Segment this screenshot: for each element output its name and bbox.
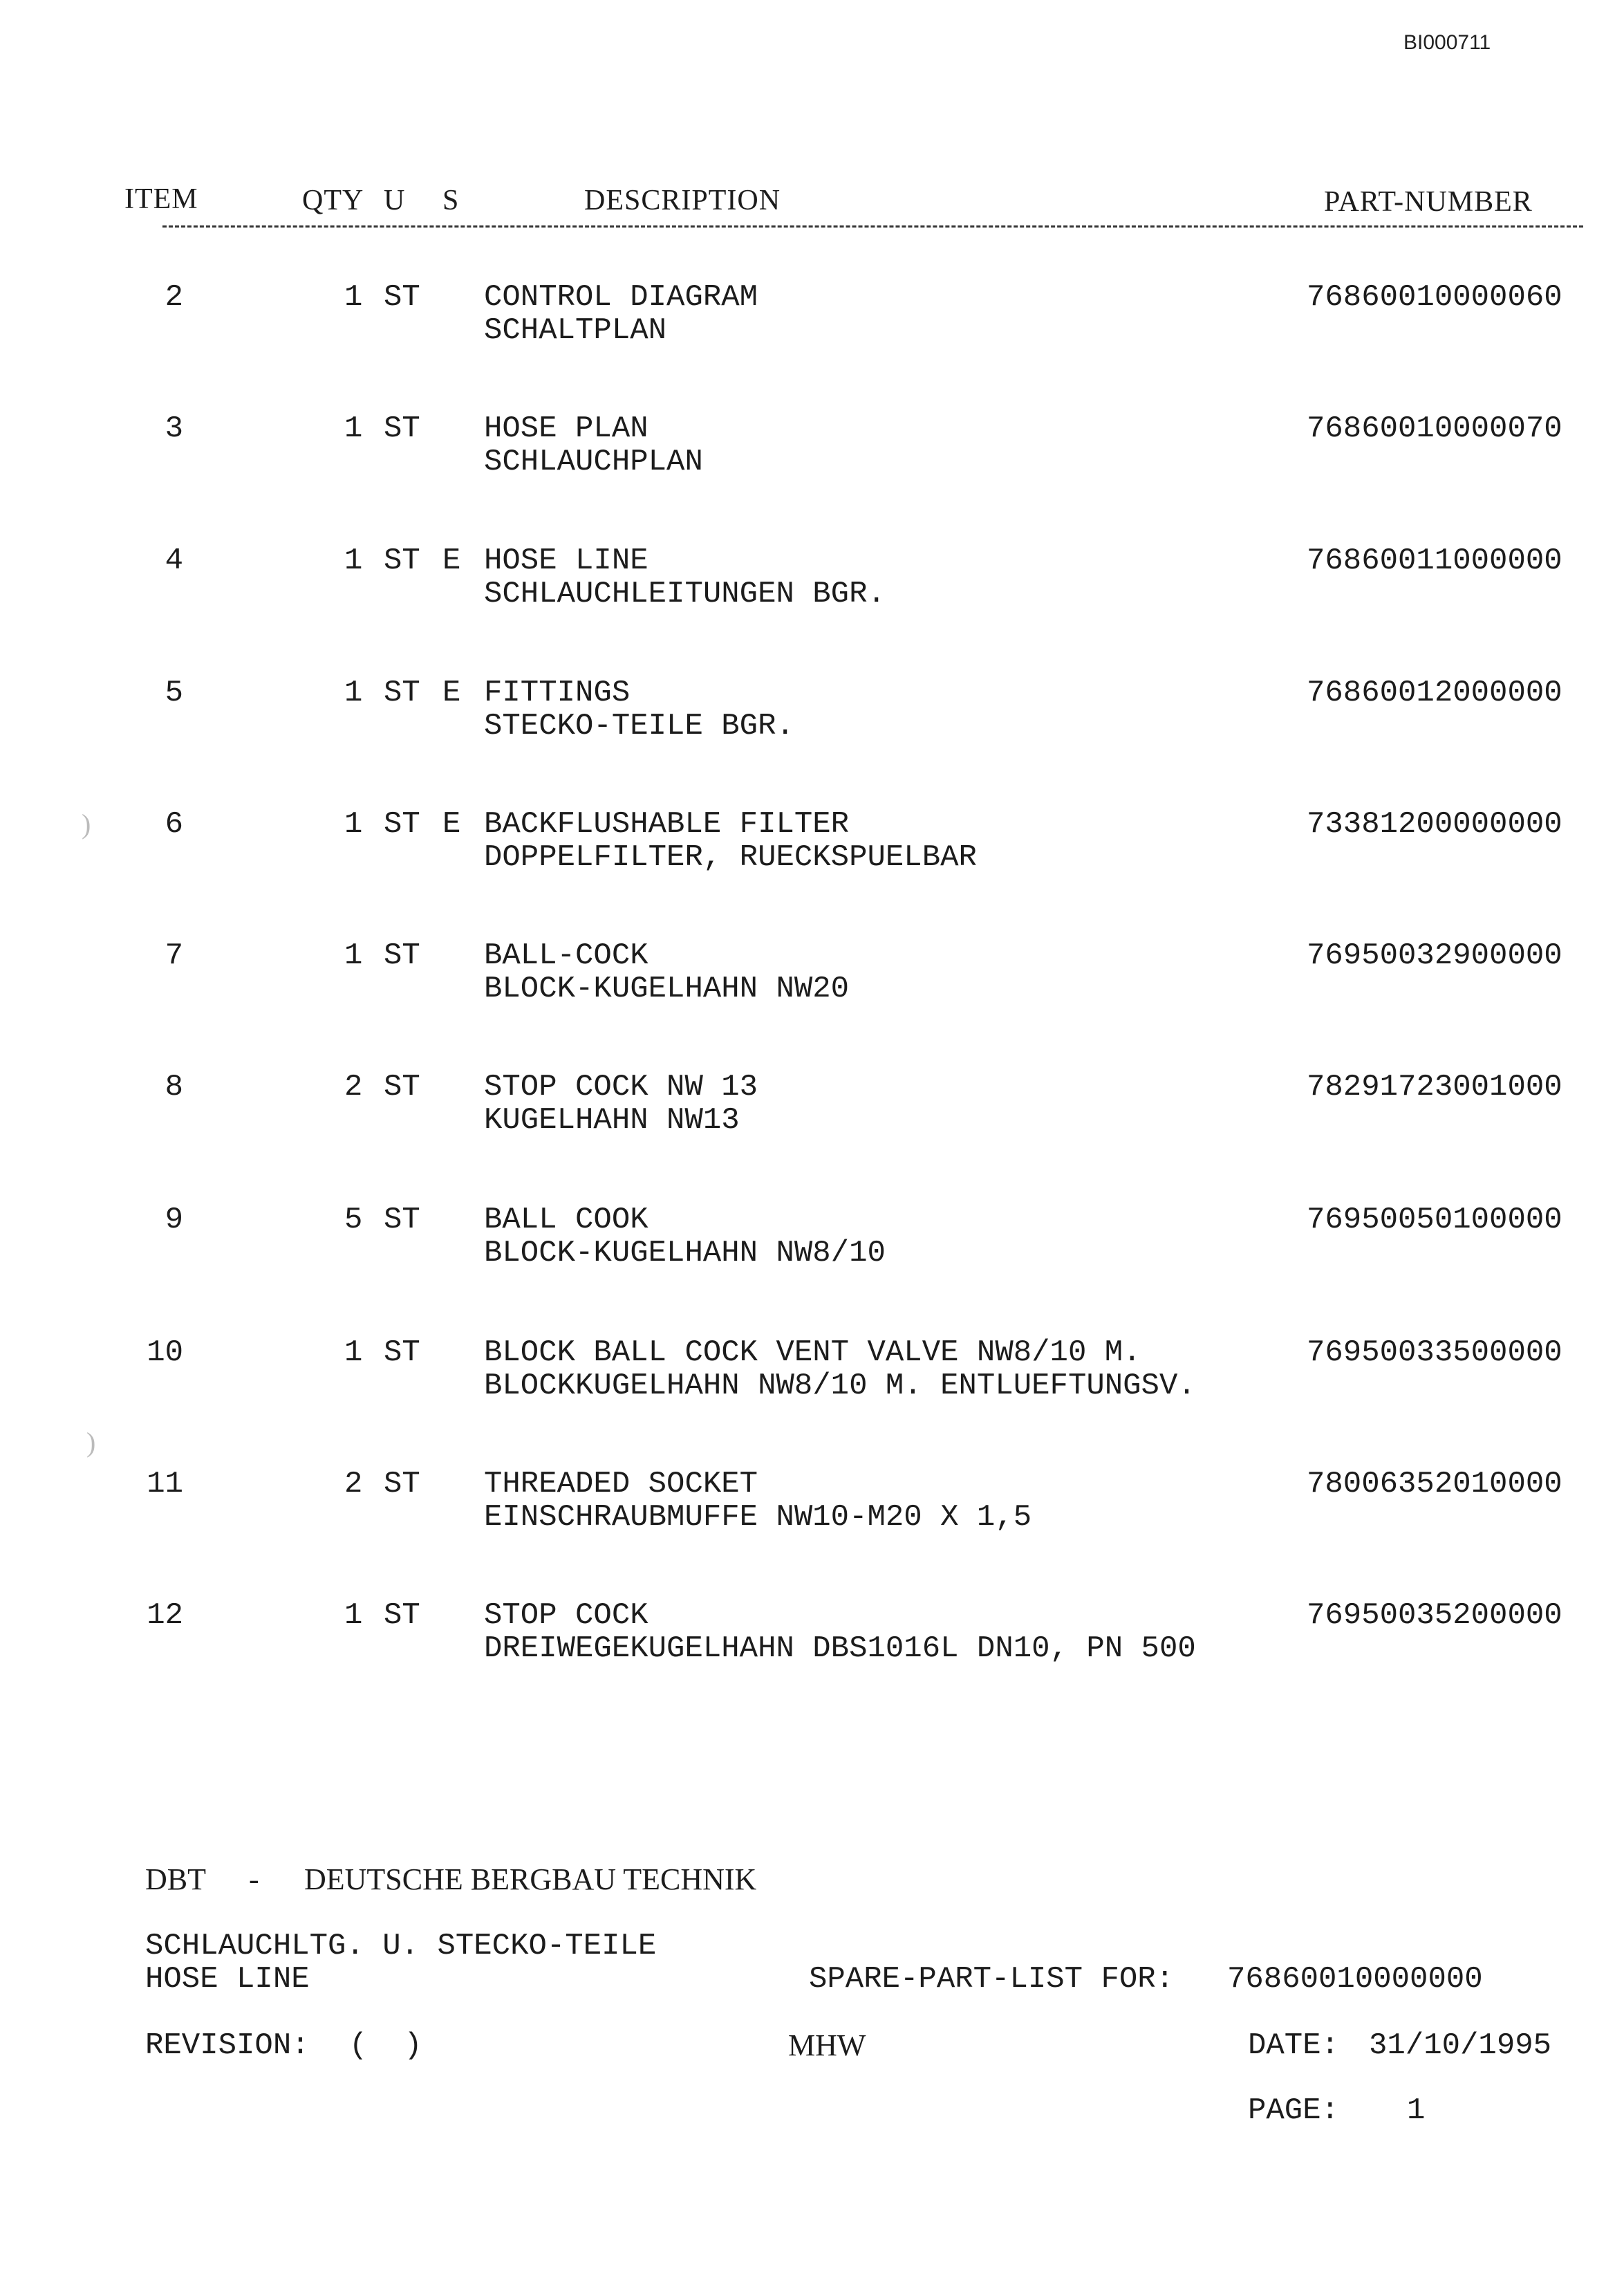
scan-mark: )	[82, 808, 91, 840]
table-row	[0, 1071, 1615, 1140]
item-part-number: 76950033500000	[1307, 1335, 1562, 1370]
item-description-en: HOSE PLAN	[484, 411, 648, 446]
item-description-en: CONTROL DIAGRAM	[484, 280, 758, 315]
item-part-number: 76860010000060	[1307, 280, 1562, 315]
item-unit: ST	[384, 1335, 420, 1370]
item-part-number: 78006352010000	[1307, 1467, 1562, 1501]
item-unit: ST	[384, 544, 420, 578]
author-initials: MHW	[788, 2028, 866, 2062]
item-qty: 1	[344, 411, 363, 446]
item-qty: 2	[344, 1467, 363, 1501]
item-s-flag: E	[442, 807, 461, 842]
item-qty: 2	[344, 1070, 363, 1104]
item-part-number: 76950050100000	[1307, 1203, 1562, 1237]
item-qty: 1	[344, 807, 363, 842]
document-id: BI000711	[1403, 31, 1491, 54]
header-s: S	[442, 185, 460, 216]
item-unit: ST	[384, 676, 420, 710]
item-description-en: BALL-COCK	[484, 938, 648, 973]
item-s-flag: E	[442, 544, 461, 578]
item-description-en: HOSE LINE	[484, 544, 648, 578]
item-description-de: BLOCK-KUGELHAHN NW20	[484, 972, 850, 1006]
page-number: 1	[1407, 2093, 1426, 2128]
item-description-en: THREADED SOCKET	[484, 1467, 758, 1501]
item-qty: 1	[344, 280, 363, 315]
scan-mark: )	[86, 1427, 96, 1458]
item-unit: ST	[384, 1598, 420, 1633]
item-number: 2	[165, 280, 183, 315]
revision-value: ( )	[349, 2028, 422, 2063]
item-unit: ST	[384, 807, 420, 842]
item-unit: ST	[384, 280, 420, 315]
revision-label: REVISION:	[145, 2028, 310, 2063]
item-number: 4	[165, 544, 183, 578]
page-label: PAGE:	[1248, 2093, 1340, 2128]
item-unit: ST	[384, 938, 420, 973]
item-unit: ST	[384, 411, 420, 446]
table-row	[0, 1468, 1615, 1537]
item-description-de: KUGELHAHN NW13	[484, 1103, 740, 1138]
company-name: DEUTSCHE BERGBAU TECHNIK	[304, 1862, 757, 1896]
table-row	[0, 1336, 1615, 1405]
item-description-de: SCHLAUCHLEITUNGEN BGR.	[484, 577, 886, 611]
header-description: DESCRIPTION	[584, 185, 781, 216]
item-part-number: 76860012000000	[1307, 676, 1562, 710]
item-description-de: DREIWEGEKUGELHAHN DBS1016L DN10, PN 500	[484, 1631, 1196, 1666]
item-description-en: STOP COCK NW 13	[484, 1070, 758, 1104]
item-number: 10	[147, 1335, 183, 1370]
item-description-en: BALL COOK	[484, 1203, 648, 1237]
item-part-number: 76950032900000	[1307, 938, 1562, 973]
item-description-en: BACKFLUSHABLE FILTER	[484, 807, 850, 842]
item-number: 12	[147, 1598, 183, 1633]
header-divider	[162, 225, 1583, 228]
table-row	[0, 808, 1615, 877]
item-description-de: BLOCK-KUGELHAHN NW8/10	[484, 1236, 886, 1270]
table-row	[0, 939, 1615, 1008]
item-description-en: FITTINGS	[484, 676, 631, 710]
item-number: 7	[165, 938, 183, 973]
table-row	[0, 1599, 1615, 1668]
table-row	[0, 281, 1615, 350]
item-number: 9	[165, 1203, 183, 1237]
list-title-en: HOSE LINE	[145, 1962, 310, 1997]
item-qty: 1	[344, 676, 363, 710]
item-description-de: STECKO-TEILE BGR.	[484, 709, 794, 743]
company-abbr: DBT	[145, 1862, 206, 1896]
header-u: U	[384, 185, 406, 216]
header-part-number: PART-NUMBER	[1324, 186, 1533, 218]
table-row	[0, 1203, 1615, 1272]
item-number: 8	[165, 1070, 183, 1104]
table-row	[0, 412, 1615, 481]
item-description-de: SCHALTPLAN	[484, 313, 667, 348]
item-part-number: 78291723001000	[1307, 1070, 1562, 1104]
item-part-number: 76950035200000	[1307, 1598, 1562, 1633]
item-part-number: 76860011000000	[1307, 544, 1562, 578]
item-unit: ST	[384, 1203, 420, 1237]
item-description-de: SCHLAUCHPLAN	[484, 445, 703, 479]
date-label: DATE:	[1248, 2028, 1340, 2063]
table-row	[0, 544, 1615, 613]
header-qty: QTY	[302, 185, 364, 216]
spare-part-number: 76860010000000	[1227, 1962, 1483, 1997]
list-title-de: SCHLAUCHLTG. U. STECKO-TEILE	[145, 1929, 657, 1963]
item-number: 5	[165, 676, 183, 710]
item-description-de: EINSCHRAUBMUFFE NW10-M20 X 1,5	[484, 1500, 1032, 1535]
item-number: 3	[165, 411, 183, 446]
item-number: 6	[165, 807, 183, 842]
item-qty: 1	[344, 544, 363, 578]
table-row	[0, 676, 1615, 746]
spare-part-label: SPARE-PART-LIST FOR:	[809, 1962, 1175, 1997]
item-description-de: BLOCKKUGELHAHN NW8/10 M. ENTLUEFTUNGSV.	[484, 1369, 1196, 1403]
item-part-number: 73381200000000	[1307, 807, 1562, 842]
company-dash: -	[249, 1862, 259, 1896]
item-part-number: 76860010000070	[1307, 411, 1562, 446]
item-number: 11	[147, 1467, 183, 1501]
item-qty: 5	[344, 1203, 363, 1237]
item-s-flag: E	[442, 676, 461, 710]
item-description-de: DOPPELFILTER, RUECKSPUELBAR	[484, 840, 977, 875]
item-description-en: STOP COCK	[484, 1598, 648, 1633]
item-description-en: BLOCK BALL COCK VENT VALVE NW8/10 M.	[484, 1335, 1141, 1370]
item-qty: 1	[344, 1598, 363, 1633]
item-qty: 1	[344, 938, 363, 973]
item-unit: ST	[384, 1467, 420, 1501]
item-qty: 1	[344, 1335, 363, 1370]
item-unit: ST	[384, 1070, 420, 1104]
date-value: 31/10/1995	[1369, 2028, 1552, 2063]
header-item: ITEM	[124, 183, 198, 215]
